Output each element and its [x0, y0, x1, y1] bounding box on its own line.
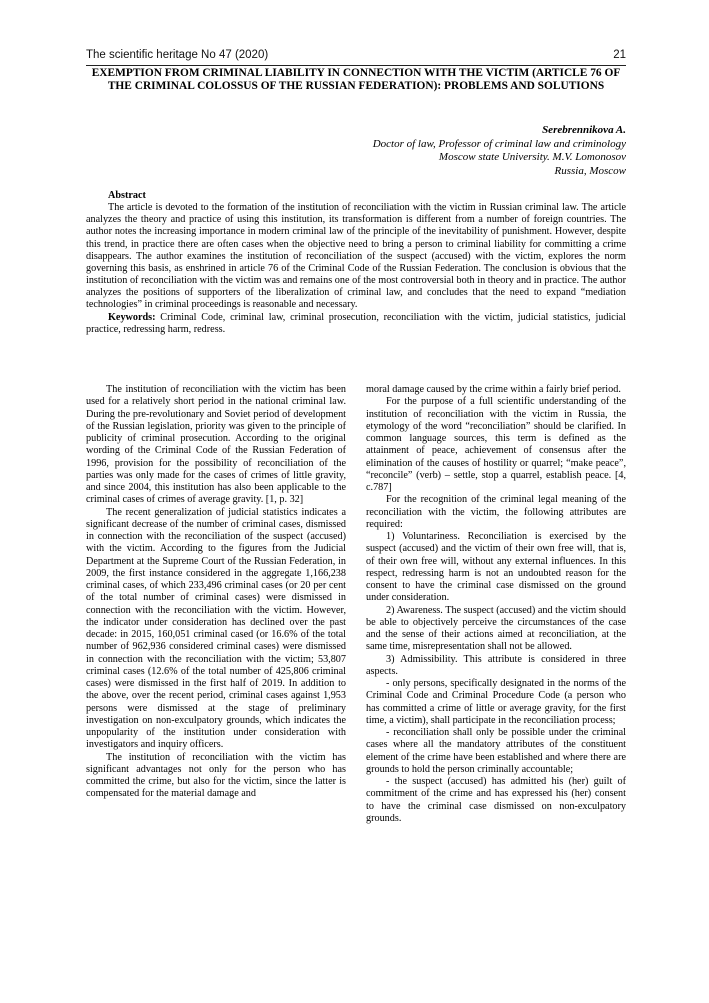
- keywords-text: Criminal Code, criminal law, criminal prosecution, reconciliation with the victim, judicial statistics, judicial practice, redressing harm, redress.: [86, 311, 626, 335]
- list-item: - reconciliation shall only be possible under the criminal cases where all the mandatory attributes of the constituent element of the crime have been established and where there are grounds to hold the person criminally accountable;: [366, 727, 626, 775]
- body-paragraph: The recent generalization of judicial statistics indicates a significant decrease of the number of criminal cases, dismissed in connection with the reconciliation of the suspect (accused) with the victim. According to the figures from the Judicial Department at the Supreme Court of the Russian Federation, in 2009, the first instance considered in the aggregate 1,166,238 criminal cases, of which 233,496 criminal cases (or 20 per cent of the total number of criminal cases) were dismissed in connection with the reconciliation with the victim. However, the indicator under consideration has declined over the past decade: in 2015, 160,051 criminal cased (or 16.6% of the total number of 962,936 considered criminal cases) were dismissed in connection with the reconciliation with the victim; 53,807 criminal cases (12.6% of the total number of 425,806 criminal cases) were dismissed in the first half of 2019. In addition to the above, over the recent period, criminal cases against 1,953 persons were dismissed at the stage of preliminary investigation on non-exculpatory grounds, which indicates the unpopularity of the institution under consideration with investigators and inquiry officers.: [86, 506, 346, 751]
- body-paragraph: The institution of reconciliation with the victim has been used for a relatively short period in the national criminal law. During the pre-revolutionary and Soviet period of development of the Russian legislation, priority was given to the principle of publicity of criminal prosecution. According to the original wording of the Criminal Code of the Russian Federation of 1996, provision for the possibility of reconciliation of the parties was only made for the cases of crimes of little gravity, and since 2004, this institution has also been applicable to the criminal cases of crimes of average gravity. [1, p. 32]: [86, 384, 346, 506]
- abstract-section: [86, 190, 626, 336]
- body-paragraph: The institution of reconciliation with the victim has significant advantages not only for the person who has committed the crime, but also for the victim, since the latter is compensated for the material damage and: [86, 751, 346, 800]
- list-item: - only persons, specifically designated in the norms of the Criminal Code and Criminal Procedure Code (a person who has committed a crime of little or average gravity, for the first time, a victim), shall participate in the reconciliation process;: [366, 678, 626, 726]
- list-item: - the suspect (accused) has admitted his (her) guilt of commitment of the crime and has expressed his (her) consent to have the criminal case dismissed on non-exculpatory grounds.: [366, 776, 626, 824]
- author-affiliation-3: Russia, Moscow: [554, 164, 626, 177]
- abstract-heading: Abstract: [108, 190, 146, 201]
- article-title: EXEMPTION FROM CRIMINAL LIABILITY IN CONNECTION WITH THE VICTIM (ARTICLE 76 OF THE CRIMINAL COLOSSUS OF THE RUSSIAN FEDERATION): PROBLEMS AND SOLUTIONS: [91, 67, 621, 93]
- author-block: [300, 124, 626, 178]
- list-item: 1) Voluntariness. Reconciliation is exercised by the suspect (accused) and the victim of their own free will, that is, of their own free will, without any external influences. In this respect, redressing harm is not an undoubted reason for the consent to have the criminal case dismissed on the ground under consideration.: [366, 531, 626, 604]
- journal-title: The scientific heritage No 47 (2020): [86, 49, 269, 61]
- keywords-label: Keywords:: [108, 311, 156, 323]
- keywords-paragraph: [86, 312, 626, 336]
- body-paragraph: For the purpose of a full scientific understanding of the institution of reconciliation with the victim in Russia, the etymology of the word “reconciliation” should be clarified. In common language sources, this term is defined as the attainment of peace, achievement of consensus after the elimination of the causes of hostility or quarrel; “make peace”, “reconcile” (verb) – settle, stop a quarrel, establish peace. [4, c.787]: [366, 396, 626, 493]
- list-item: 2) Awareness. The suspect (accused) and the victim should be able to objectively perceive the circumstances of the case and the sense of their actions aimed at reconciliation, at the same time, misrepresentation shall not be allowed.: [366, 604, 626, 653]
- body-left-column: [86, 384, 346, 801]
- body-paragraph: For the recognition of the criminal legal meaning of the reconciliation with the victim, the following attributes are required:: [366, 494, 626, 530]
- running-header: [86, 49, 626, 66]
- body-right-column: [366, 384, 626, 825]
- author-name: Serebrennikova A.: [542, 124, 626, 136]
- author-affiliation-1: Doctor of law, Professor of criminal law and criminology: [372, 137, 626, 150]
- abstract-text: The article is devoted to the formation of the institution of reconciliation with the victim in Russian criminal law. The article analyzes the theory and practice of using this institution, its transformation is different from a number of foreign countries. The author notes the increasing importance in modern criminal law of the principle of the inevitability of punishment. However, despite this trend, in practice there are often cases when the objective need to bring a person to criminal liability for committing a crime disappears. The author examines the institution of reconciliation of the suspect (accused) with the victim, explores the norm governing this basis, as enshrined in article 76 of the Criminal Code of the Russian Federation. The conclusion is obvious that the institution of reconciliation with the victim was and remains one of the most controversial both in theory and in practice. The author analyzes the positions of supporters of the liberalization of criminal law, and concludes that the need to expand “mediation technologies” in criminal proceedings is reasonable and necessary.: [86, 202, 626, 311]
- page-number: 21: [613, 49, 626, 61]
- list-item: 3) Admissibility. This attribute is considered in three aspects.: [366, 653, 626, 677]
- author-affiliation-2: Moscow state University. M.V. Lomonosov: [438, 151, 626, 164]
- body-paragraph-continuation: moral damage caused by the crime within a fairly brief period.: [366, 384, 621, 395]
